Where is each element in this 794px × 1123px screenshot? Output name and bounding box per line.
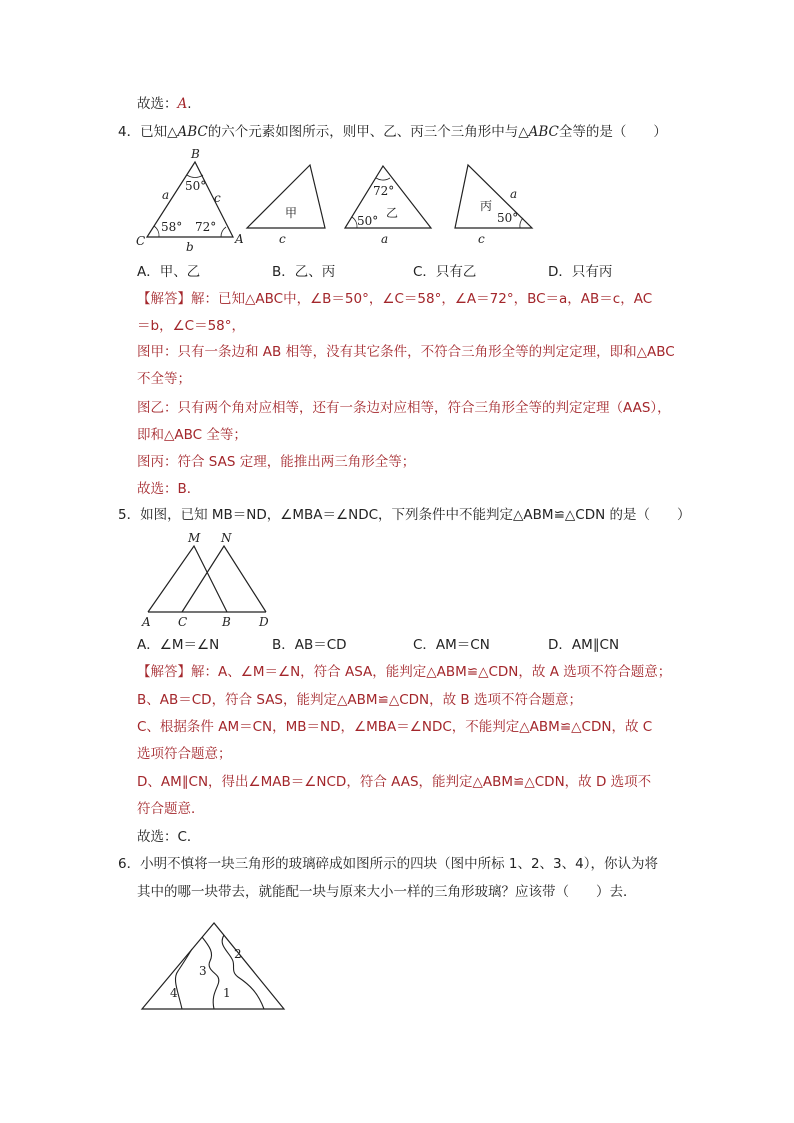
angle-c-label: 58° <box>161 220 183 234</box>
q4-answer-line-6: 即和△ABC 全等； <box>137 427 247 443</box>
q4-option-d: D．只有丙 <box>548 264 613 280</box>
q4-stem: 4．已知△ABC的六个元素如图所示，则甲、乙、丙三个三角形中与△ABC全等的是（ ） <box>118 124 667 140</box>
q5-answer-line-1: 【解答】解：A、∠M＝∠N，符合 ASA，能判定△ABM≌△CDN，故 A 选项不符合题意； <box>137 664 672 680</box>
q4-answer-line-2: ＝b，∠C＝58°， <box>137 318 246 334</box>
prev-answer-line: 故选：A. <box>137 96 192 112</box>
q5-answer-line-5: D、AM∥CN，得出∠MAB＝∠NCD，符合 AAS，能判定△ABM≌△CDN，故 D 选项不 <box>137 774 652 790</box>
vertex-c-label: C <box>136 234 146 248</box>
q5-d-label: D <box>259 615 269 629</box>
bing-side-a-label: a <box>510 187 518 201</box>
piece-1-label: 1 <box>223 986 231 1000</box>
yi-angle-left-label: 50° <box>357 214 379 228</box>
bing-angle-label: 50° <box>497 211 519 225</box>
q4-figure-yi <box>343 160 438 250</box>
q5-answer-line-3: C、根据条件 AM＝CN，MB＝ND，∠MBA＝∠NDC，不能判定△ABM≌△CDN，故 C <box>137 719 653 735</box>
prev-answer-letter: A <box>177 96 188 112</box>
vertex-b-label: B <box>191 147 200 161</box>
q5-answer-line-4: 选项符合题意； <box>137 746 232 762</box>
angle-b-label: 50° <box>185 179 207 193</box>
q5-figure <box>140 530 280 630</box>
piece-4-label: 4 <box>170 986 178 1000</box>
q4-answer-line-3: 图甲：只有一条边和 AB 相等，没有其它条件，不符合三角形全等的判定定理，即和△ABC <box>137 344 675 360</box>
q5-option-c: C．AM＝CN <box>413 637 490 653</box>
q4-answer-line-1: 【解答】解：已知△ABC中，∠B＝50°，∠C＝58°，∠A＝72°，BC＝a，AB＝c，AC <box>137 291 653 307</box>
q5-c-label: C <box>178 615 188 629</box>
q4-answer-line-5: 图乙：只有两个角对应相等，还有一条边对应相等，符合三角形全等的判定定理（AAS）， <box>137 400 671 416</box>
q5-option-b: B．AB＝CD <box>272 637 347 653</box>
piece-3-label: 3 <box>199 964 207 978</box>
yi-angle-top-label: 72° <box>373 184 395 198</box>
bing-side-c-label: c <box>478 232 485 246</box>
vertex-a-label: A <box>235 232 244 246</box>
q4-option-c: C．只有乙 <box>413 264 477 280</box>
piece-2-label: 2 <box>234 947 242 961</box>
bing-label: 丙 <box>480 199 493 213</box>
q6-figure <box>138 915 288 1015</box>
q4-figure-abc <box>130 145 244 255</box>
q4-option-b: B．乙、丙 <box>272 264 336 280</box>
q5-a-label: A <box>142 615 151 629</box>
q5-answer-line-2: B、AB＝CD，符合 SAS，能判定△ABM≌△CDN，故 B 选项不符合题意； <box>137 692 582 708</box>
q6-stem-line-1: 6．小明不慎将一块三角形的玻璃碎成如图所示的四块（图中所标 1、2、3、4），你认为将 <box>118 856 658 872</box>
q4-answer-line-7: 图丙：符合 SAS 定理，能推出两三角形全等； <box>137 454 416 470</box>
q5-m-label: M <box>188 531 201 545</box>
q5-stem: 5．如图，已知 MB＝ND，∠MBA＝∠NDC，下列条件中不能判定△ABM≌△CDN 的是（ ） <box>118 507 691 523</box>
q6-stem-line-2: 其中的哪一块带去，就能配一块与原来大小一样的三角形玻璃？应该带（ ）去． <box>137 884 637 900</box>
side-b-label: b <box>186 240 194 254</box>
q4-figure-bing <box>450 160 540 250</box>
jia-side-label: c <box>279 232 286 246</box>
q5-option-a: A．∠M＝∠N <box>137 637 220 653</box>
jia-label: 甲 <box>285 206 298 220</box>
q5-b-label: B <box>222 615 231 629</box>
q5-answer-line-6: 符合题意． <box>137 801 205 817</box>
q5-n-label: N <box>221 531 232 545</box>
q4-option-a: A．甲、乙 <box>137 264 201 280</box>
q5-answer-line-7: 故选：C． <box>137 829 201 845</box>
q5-option-d: D．AM∥CN <box>548 637 620 653</box>
q4-answer-line-8: 故选：B． <box>137 481 201 497</box>
yi-label: 乙 <box>386 206 399 220</box>
yi-side-label: a <box>381 232 389 246</box>
q4-answer-line-4: 不全等； <box>137 371 191 387</box>
side-a-label: a <box>162 188 170 202</box>
q4-figure-jia <box>245 160 335 250</box>
side-c-label: c <box>214 191 221 205</box>
angle-a-label: 72° <box>195 220 217 234</box>
